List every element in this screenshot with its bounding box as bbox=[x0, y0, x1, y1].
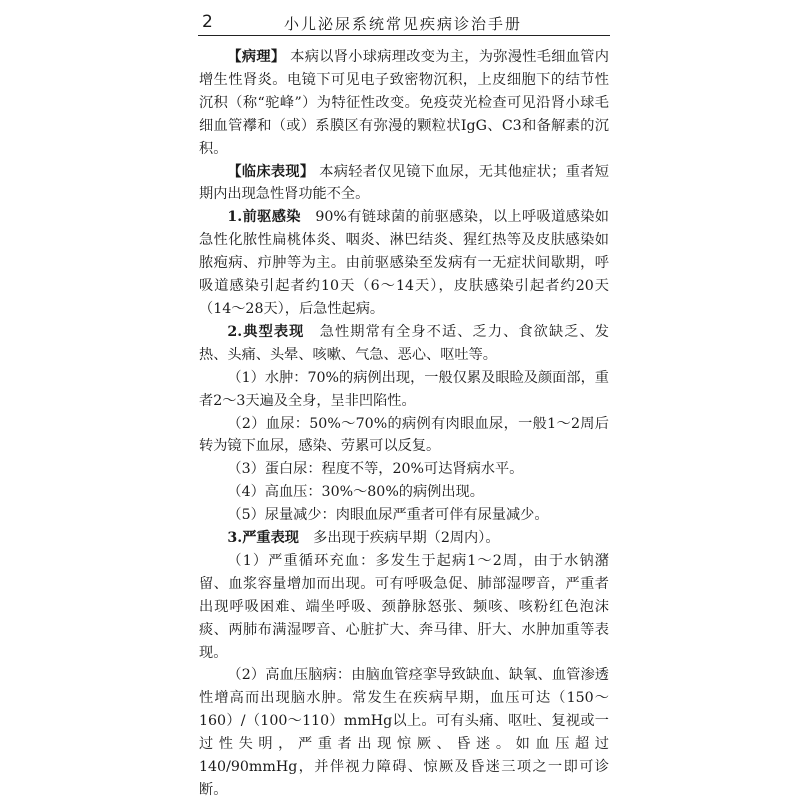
page-content bbox=[199, 46, 609, 802]
prodromal-text: 90%有链球菌的前驱感染，以上呼吸道感染如急性化脓性扁桃体炎、咽炎、淋巴结炎、猩红热等及皮肤感染如脓疱病、疖肿等为主。由前驱感染至发病有一无症状间歇期，呼吸道感染引起者约10天（6～14天），皮肤感染引起者约20天（14～28天），后急性起病。 bbox=[199, 209, 609, 317]
prodromal-title: 1.前驱感染 bbox=[227, 209, 301, 226]
running-title: 小儿泌尿系统常见疾病诊治手册 bbox=[284, 15, 523, 33]
typical-paragraph bbox=[199, 321, 609, 367]
typical-item: （5）尿量减少：肉眼血尿严重者可伴有尿量减少。 bbox=[227, 507, 549, 524]
typical-item: （1）水肿：70%的病例出现，一般仅累及眼睑及颜面部，重者2～3天遍及全身，呈非凹陷性。 bbox=[199, 369, 609, 409]
header-rule bbox=[198, 35, 610, 36]
severe-paragraph bbox=[199, 527, 609, 550]
page-number: 2 bbox=[202, 12, 213, 32]
prodromal-paragraph bbox=[199, 206, 609, 321]
clinical-heading: 【临床表现】 bbox=[227, 163, 315, 180]
pathology-heading: 【病理】 bbox=[227, 49, 286, 65]
severe-item: （2）高血压脑病：由脑血管痉挛导致缺血、缺氧、血管渗透性增高而出现脑水肿。常发生在疾病早期，血压可达（150～160）/（100～110）mmHg以上。可有头痛、呕吐、复视或一过性失明，严重者出现惊厥、昏迷。如血压超过140/90mmHg，并伴视力障碍、惊厥及昏迷三项之一即可诊断。 bbox=[199, 667, 609, 798]
typical-item: （3）蛋白尿：程度不等，20%可达肾病水平。 bbox=[227, 461, 524, 478]
pathology-text: 本病以肾小球病理改变为主，为弥漫性毛细血管内增生性肾炎。电镜下可见电子致密物沉积，上皮细胞下的结节性沉积（称“驼峰”）为特征性改变。免疫荧光检查可见沿肾小球毛细血管襻和（或）系膜区有弥漫的颗粒状IgG、C3和备解素的沉积。 bbox=[199, 49, 609, 157]
typical-item: （4）高血压：30%～80%的病例出现。 bbox=[227, 484, 484, 501]
pathology-paragraph bbox=[199, 46, 609, 161]
severe-text: 多出现于疾病早期（2周内）。 bbox=[313, 530, 500, 547]
page-header bbox=[198, 8, 610, 34]
clinical-text: 本病轻者仅见镜下血尿，无其他症状；重者短期内出现急性肾功能不全。 bbox=[199, 163, 609, 203]
severe-title: 3.严重表现 bbox=[227, 530, 299, 547]
typical-item: （2）血尿：50%～70%的病例有肉眼血尿，一般1～2周后转为镜下血尿，感染、劳累可以反复。 bbox=[199, 415, 609, 455]
typical-text: 急性期常有全身不适、乏力、食欲缺乏、发热、头痛、头晕、咳嗽、气急、恶心、呕吐等。 bbox=[199, 323, 609, 363]
typical-title: 2.典型表现 bbox=[227, 323, 305, 340]
severe-item: （1）严重循环充血：多发生于起病1～2周，由于水钠潴留、血浆容量增加而出现。可有呼吸急促、肺部湿啰音，严重者出现呼吸困难、端坐呼吸、颈静脉怒张、频咳、咳粉红色泡沫痰、两肺布满湿啰音、心脏扩大、奔马律、肝大、水肿加重等表现。 bbox=[199, 552, 609, 661]
clinical-paragraph bbox=[199, 161, 609, 207]
